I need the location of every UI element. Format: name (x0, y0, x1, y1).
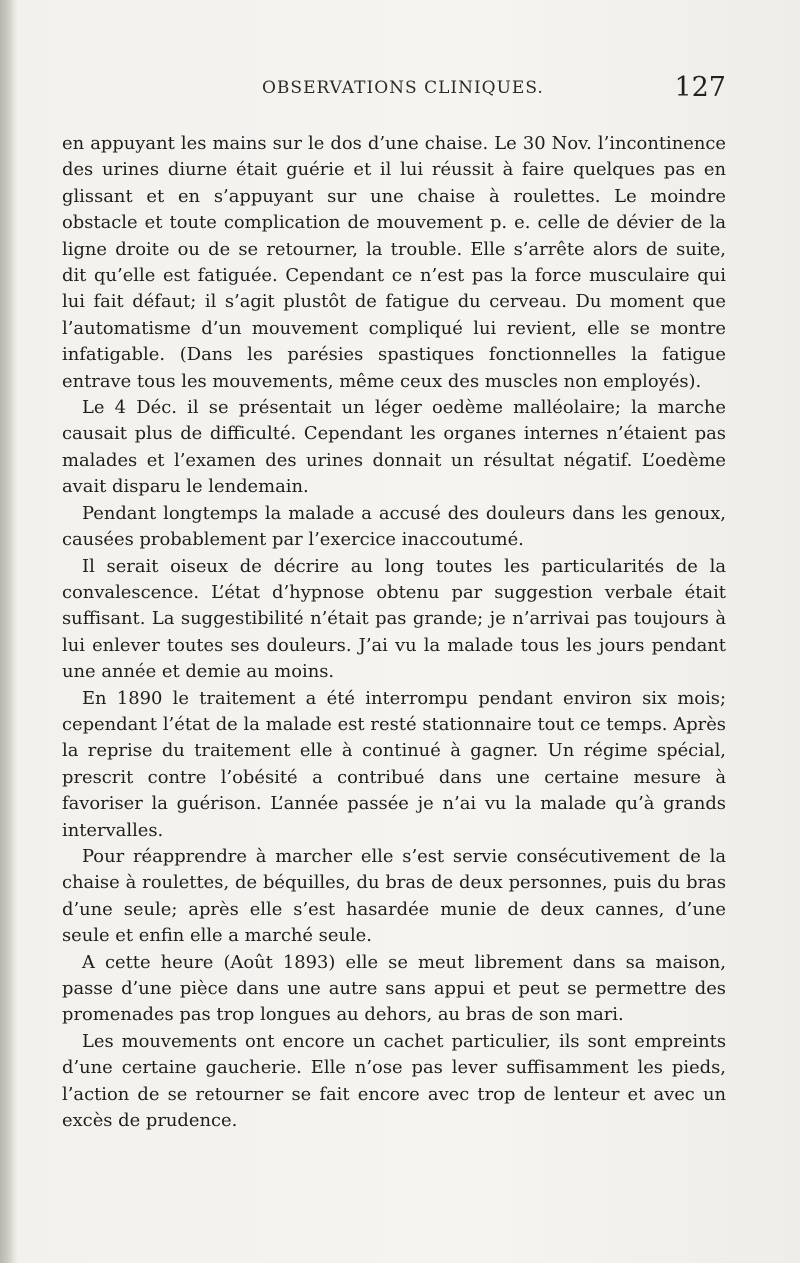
running-head-title: OBSERVATIONS CLINIQUES. (262, 78, 544, 98)
paragraph: Pour réapprendre à marcher elle s’est servie consécutivement de la chaise à roulettes, de béquilles, du bras de deux personnes, puis du bras d’une seule; après elle s’est hasardée munie de deux cannes, d’une seule et enfin elle a marché seule. (62, 845, 726, 947)
page-number: 127 (674, 72, 726, 103)
paragraph: en appuyant les mains sur le dos d’une chaise. Le 30 Nov. l’incontinence des urines diurne était guérie et il lui réussit à faire quelques pas en glissant et en s’appuyant sur une chaise à roulettes. Le moindre obstacle et toute complication de mouvement p. e. celle de dévier de la ligne droite ou de se retourner, la trouble. Elle s’arrête alors de suite, dit qu’elle est fatiguée. Cependant ce n’est pas la force musculaire qui lui fait défaut; il s’agit plustôt de fatigue du cerveau. Du moment que l’automatisme d’un mouvement compliqué lui revient, elle se montre infatigable. (Dans les parésies spastiques fonctionnelles la fatigue entrave tous les mouvements, même ceux des muscles non employés). (62, 133, 726, 392)
running-head (62, 72, 726, 112)
paragraph: A cette heure (Août 1893) elle se meut librement dans sa maison, passe d’une pièce dans une autre sans appui et peut se permettre des promenades pas trop longues au dehors, au bras de son mari. (62, 951, 726, 1026)
page-gutter-shadow (0, 0, 18, 1263)
paragraph: Il serait oiseux de décrire au long toutes les particularités de la convalescence. L’état d’hypnose obtenu par suggestion verbale était suffisant. La suggestibilité n’était pas grande; je n’arrivai pas toujours à lui enlever toutes ses douleurs. J’ai vu la malade tous les jours pendant une année et demie au moins. (62, 555, 726, 683)
paragraph: Le 4 Déc. il se présentait un léger oedème malléolaire; la marche causait plus de difficulté. Cependant les organes internes n’étaient pas malades et l’examen des urines donnait un résultat négatif. L’oedème avait disparu le lendemain. (62, 397, 726, 498)
paragraph: Pendant longtemps la malade a accusé des douleurs dans les genoux, causées probablement par l’exercice inaccoutumé. (62, 502, 726, 551)
paragraph: En 1890 le traitement a été interrompu pendant environ six mois; cependant l’état de la malade est resté stationnaire tout ce temps. Après la reprise du traitement elle à continué à gagner. Un régime spécial, prescrit contre l’obésité a contribué dans une certaine mesure à favoriser la guérison. L’année passée je n’ai vu la malade qu’à grands intervalles. (62, 687, 726, 841)
body-text (62, 131, 726, 1134)
paragraph: Les mouvements ont encore un cachet particulier, ils sont empreints d’une certaine gaucherie. Elle n’ose pas lever suffisamment les pieds, l’action de se retourner se fait encore avec trop de lenteur et avec un excès de prudence. (62, 1030, 726, 1132)
